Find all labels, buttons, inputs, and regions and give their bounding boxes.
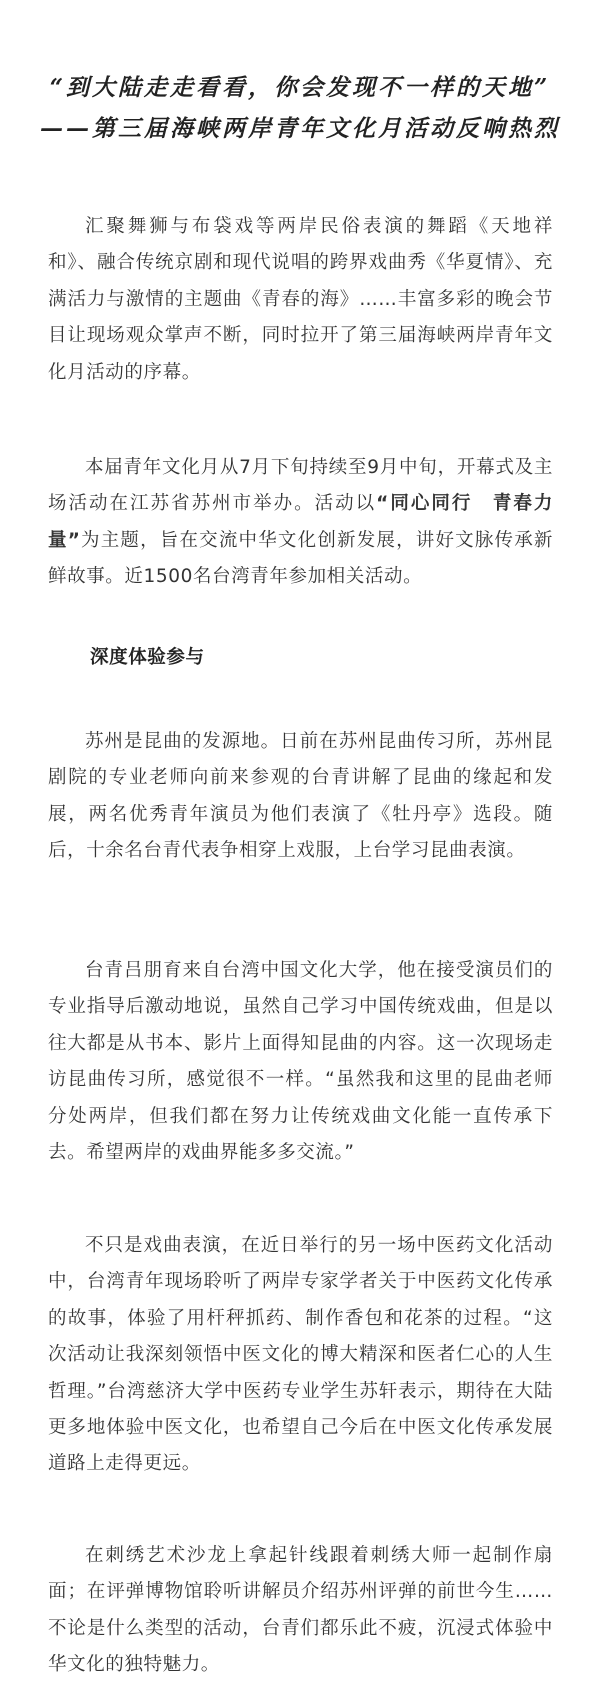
paragraph-text: 本届青年文化月从7月下旬持续至9月中旬，开幕式及主场活动在江苏省苏州市举办。活动以 <box>48 457 553 515</box>
paragraph-tcm-activity: 不只是戏曲表演，在近日举行的另一场中医药文化活动中，台湾青年现场聆听了两岸专家学者关于中医药文化传承的故事，体验了用杆秤抓药、制作香包和花茶的过程。“这次活动让我深刻领悟中医文化的博大精深和医者仁心的人生哲理。”台湾慈济大学中医药专业学生苏轩表示，期待在大陆更多地体验中医文化，也希望自己今后在中医文化传承发展道路上走得更远。 <box>48 1235 553 1475</box>
article-title-line-1: “到大陆走走看看，你会发现不一样的天地” <box>49 74 551 101</box>
paragraph-opening-gala: 汇聚舞狮与布袋戏等两岸民俗表演的舞蹈《天地祥和》、融合传统京剧和现代说唱的跨界戏曲秀《华夏情》、充满活力与激情的主题曲《青春的海》……丰富多彩的晚会节目让现场观众掌声不断，同时拉开了第三届海峡两岸青年文化月活动的序幕。 <box>48 216 553 383</box>
event-theme-bold: “同心同行 青春力量” <box>48 493 553 551</box>
section-heading: 深度体验参与 <box>90 647 205 668</box>
paragraph-event-overview <box>48 450 553 596</box>
paragraph-student-quote: 台青吕朋育来自台湾中国文化大学，他在接受演员们的专业指导后激动地说，虽然自己学习中国传统戏曲，但是以往大都是从书本、影片上面得知昆曲的内容。这一次现场走访昆曲传习所，感觉很不一样。“虽然我和这里的昆曲老师分处两岸，但我们都在努力让传统戏曲文化能一直传承下去。希望两岸的戏曲界能多多交流。” <box>48 960 553 1164</box>
paragraph-embroidery-pingtan: 在刺绣艺术沙龙上拿起针线跟着刺绣大师一起制作扇面；在评弹博物馆聆听讲解员介绍苏州评弹的前世今生……不论是什么类型的活动，台青们都乐此不疲，沉浸式体验中华文化的独特魅力。 <box>48 1545 553 1676</box>
paragraph-kunqu: 苏州是昆曲的发源地。日前在苏州昆曲传习所，苏州昆剧院的专业老师向前来参观的台青讲解了昆曲的缘起和发展，两名优秀青年演员为他们表演了《牡丹亭》选段。随后，十余名台青代表争相穿上戏服，上台学习昆曲表演。 <box>48 731 553 862</box>
article-title-line-2: ——第三届海峡两岸青年文化月活动反响热烈 <box>40 115 560 142</box>
paragraph-text: 为主题，旨在交流中华文化创新发展，讲好文脉传承新鲜故事。近1500名台湾青年参加相关活动。 <box>48 529 554 588</box>
